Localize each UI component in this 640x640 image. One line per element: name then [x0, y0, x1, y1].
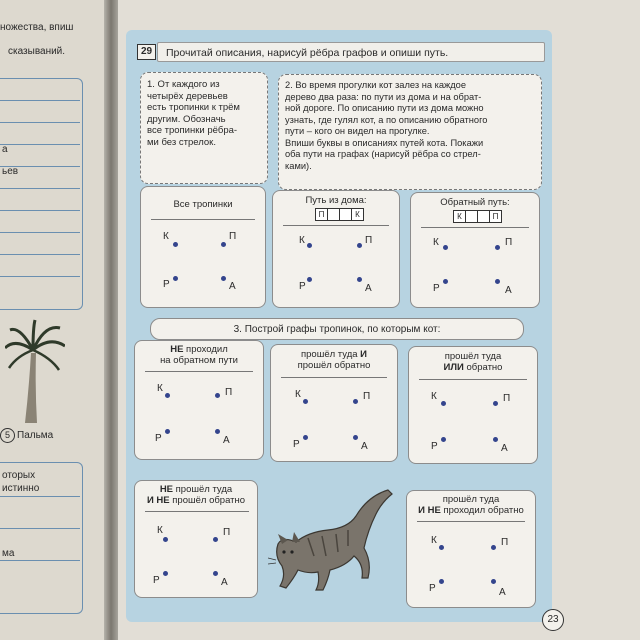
node-r: Р — [163, 279, 170, 290]
palm-number-badge: 5 — [0, 428, 15, 443]
graph-return-caption: Обратный путь: — [440, 197, 510, 208]
node-p: П — [363, 391, 371, 402]
node-k: К — [299, 235, 305, 246]
node-k-dot[interactable] — [173, 242, 178, 247]
node-p-dot[interactable] — [221, 242, 226, 247]
node-p-dot[interactable] — [493, 401, 498, 406]
node-r: Р — [431, 441, 438, 452]
node-a: А — [365, 283, 372, 294]
return-cell-1[interactable]: К — [453, 210, 466, 223]
node-a: А — [221, 577, 228, 588]
node-a-dot[interactable] — [213, 571, 218, 576]
node-k-dot[interactable] — [165, 393, 170, 398]
left-row-b: ьев — [2, 166, 19, 177]
node-p: П — [225, 387, 233, 398]
left-text-line1: ножества, впиш — [0, 22, 74, 33]
task-number: 29 — [137, 44, 156, 60]
palm-tree-illustration — [5, 318, 65, 428]
graph-neither[interactable] — [134, 480, 258, 598]
return-path-cells[interactable] — [453, 210, 501, 223]
task2-text-box — [278, 74, 542, 190]
node-p: П — [501, 537, 509, 548]
node-k-dot[interactable] — [439, 545, 444, 550]
left-bottom-line1: оторых — [2, 470, 36, 481]
node-r-dot[interactable] — [443, 279, 448, 284]
left-bottom-line3: ма — [2, 548, 15, 559]
node-a-dot[interactable] — [491, 579, 496, 584]
node-r: Р — [293, 439, 300, 450]
node-p-dot[interactable] — [353, 399, 358, 404]
node-r-dot[interactable] — [441, 437, 446, 442]
graph-there-not-back[interactable] — [406, 490, 536, 608]
cat-illustration — [268, 486, 398, 596]
node-a-dot[interactable] — [353, 435, 358, 440]
node-k-dot[interactable] — [441, 401, 446, 406]
node-k: К — [433, 237, 439, 248]
node-a-dot[interactable] — [495, 279, 500, 284]
node-k: К — [295, 389, 301, 400]
node-r: Р — [155, 433, 162, 444]
graph-there-or-back[interactable] — [408, 346, 538, 464]
node-p: П — [223, 527, 231, 538]
book-gutter — [104, 0, 118, 640]
section3-bar — [150, 318, 524, 340]
node-k: К — [431, 535, 437, 546]
graph-there-not-back-caption: прошёл туда И НЕ проходил обратно — [418, 494, 524, 516]
node-k-dot[interactable] — [443, 245, 448, 250]
node-a: А — [361, 441, 368, 452]
node-k-dot[interactable] — [303, 399, 308, 404]
node-p: П — [365, 235, 373, 246]
node-a: А — [501, 443, 508, 454]
left-bottom-line2: истинно — [2, 483, 40, 494]
node-r-dot[interactable] — [303, 435, 308, 440]
node-k: К — [163, 231, 169, 242]
node-a: А — [505, 285, 512, 296]
graph-home-path[interactable] — [272, 190, 400, 308]
node-a-dot[interactable] — [215, 429, 220, 434]
node-k: К — [157, 525, 163, 536]
home-path-cells[interactable] — [315, 208, 363, 221]
task-instruction: Прочитай описания, нарисуй рёбра графов и опиши путь. — [157, 42, 545, 62]
node-a-dot[interactable] — [221, 276, 226, 281]
graph-not-return-caption: НЕ проходил на обратном пути — [160, 344, 238, 366]
node-k-dot[interactable] — [163, 537, 168, 542]
node-a: А — [229, 281, 236, 292]
graph-there-or-back-caption: прошёл туда ИЛИ обратно — [443, 351, 503, 373]
task1-text: 1. От каждого из четырёх деревьев есть тропинки к трём другим. Обозначь все тропинки рёбра- ми без стрелок. — [147, 79, 240, 148]
graph-neither-caption: НЕ прошёл туда И НЕ прошёл обратно — [146, 484, 246, 506]
task2-text: 2. Во время прогулки кот залез на каждое дерево два раза: по пути из дома и на обрат- ной дороге. По описанию пути из дома можно узнать, где гулял кот, а по описанию обратного пути – кого он видел на прогулке. Впиши буквы в описаниях путей кота. Покажи оба пути на графах (нарисуй рёбра со стрел- ками). — [285, 80, 488, 171]
section3-title: 3. Построй графы тропинок, по которым кот: — [233, 324, 441, 335]
node-k: К — [157, 383, 163, 394]
node-k: К — [431, 391, 437, 402]
palm-label: Пальма — [17, 430, 54, 441]
node-p-dot[interactable] — [491, 545, 496, 550]
node-r-dot[interactable] — [307, 277, 312, 282]
node-r: Р — [429, 583, 436, 594]
node-r-dot[interactable] — [165, 429, 170, 434]
graph-return-path[interactable] — [410, 192, 540, 308]
node-p-dot[interactable] — [213, 537, 218, 542]
node-k-dot[interactable] — [307, 243, 312, 248]
left-page — [0, 0, 112, 640]
node-p: П — [229, 231, 237, 242]
graph-there-and-back-caption: прошёл туда И прошёл обратно — [297, 349, 371, 371]
node-p-dot[interactable] — [357, 243, 362, 248]
return-cell-4[interactable]: П — [489, 210, 502, 223]
page-number: 23 — [542, 609, 564, 631]
task1-text-box — [140, 72, 268, 184]
graph-there-and-back[interactable] — [270, 344, 398, 462]
graph-all-caption: Все тропинки — [173, 199, 233, 210]
graph-not-return[interactable] — [134, 340, 264, 460]
node-p: П — [503, 393, 511, 404]
node-a: А — [499, 587, 506, 598]
graph-all-paths[interactable] — [140, 186, 266, 308]
node-p-dot[interactable] — [215, 393, 220, 398]
node-r: Р — [299, 281, 306, 292]
node-r-dot[interactable] — [163, 571, 168, 576]
home-cell-1[interactable]: П — [315, 208, 328, 221]
node-a-dot[interactable] — [493, 437, 498, 442]
left-row-a: а — [2, 144, 8, 155]
graph-home-caption: Путь из дома: — [305, 195, 367, 206]
node-r-dot[interactable] — [439, 579, 444, 584]
home-cell-4[interactable]: К — [351, 208, 364, 221]
node-r: Р — [433, 283, 440, 294]
node-a-dot[interactable] — [357, 277, 362, 282]
node-p-dot[interactable] — [495, 245, 500, 250]
node-a: А — [223, 435, 230, 446]
node-r: Р — [153, 575, 160, 586]
node-p: П — [505, 237, 513, 248]
node-r-dot[interactable] — [173, 276, 178, 281]
left-text-line2: сказываний. — [8, 46, 66, 57]
